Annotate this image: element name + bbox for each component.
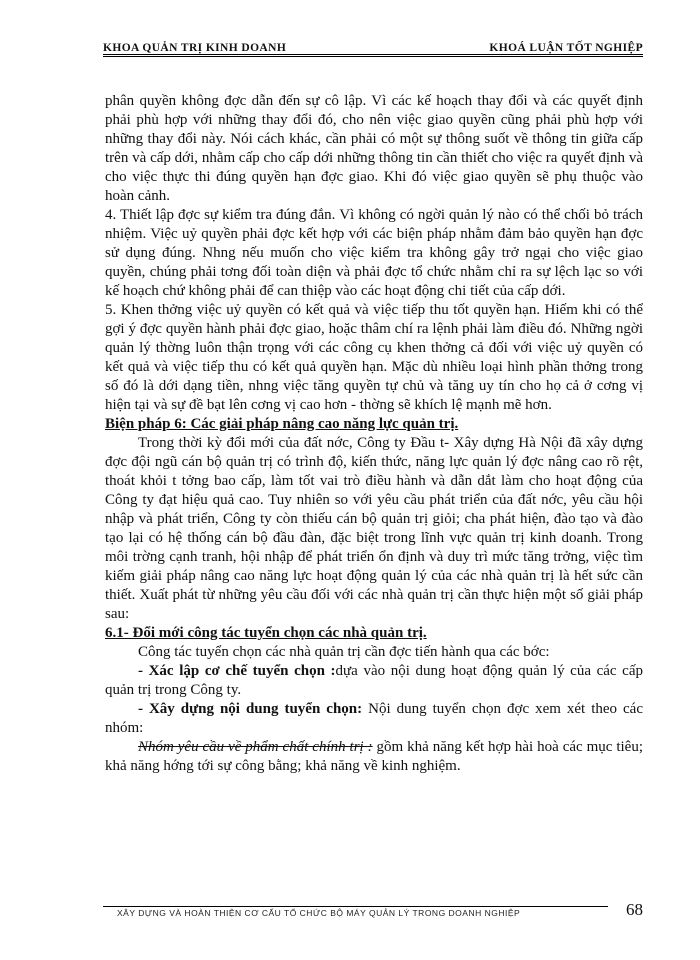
header-faculty: KHOA QUẢN TRỊ KINH DOANH	[103, 42, 287, 54]
paragraph-political	[105, 738, 643, 776]
political-text: gồm khả năng kết hợp hài hoà các mục tiêu; khả năng hớng tới sự công bằng; khả năng về kinh nghiệm.	[105, 739, 643, 774]
page-number: 68	[626, 900, 643, 919]
paragraph-1: phân quyền không đợc dẫn đến sự cô lập. Vì các kế hoạch thay đổi và các quyết định phải phù hợp với những thay đổi đó, cho nên việc giao quyền cũng phải phù hợp với những thay đổi này. Nói cách khác, cần phải có một sự thông suốt về thông tin giữa cấp trên và cấp dới, nhằm cấp cho cấp dới những thông tin cần thiết cho việc ra quyết định và cho việc thực thi đúng quyền hạn đợc giao. Khi đó việc giao quyền sẽ phụ thuộc vào hoàn cảnh.	[105, 93, 643, 204]
political-label: Nhóm yêu cầu về phẩm chất chính trị :	[138, 739, 373, 755]
page-header	[103, 30, 643, 52]
header-thesis: KHOÁ LUẬN TỐT NGHIỆP	[489, 42, 643, 54]
paragraph-mechanism	[105, 662, 643, 700]
paragraph-intro-6: Trong thời kỳ đổi mới của đất nớc, Công ty Đầu t- Xây dựng Hà Nội đã xây dựng đợc đội ngũ cán bộ quản trị có trình độ, kiến thức, năng lực quản lý đợc nâng cao rõ rệt, thoát khỏi t tởng bao cấp, làm tốt vai trò điều hành và dẫn dắt làm cho hoạt động của Công ty đạt hiệu quả cao. Tuy nhiên so với yêu cầu phát triển của đất nớc, yêu cầu hội nhập và phát triển, Công ty còn thiếu cán bộ quản trị giỏi; cha phát hiện, đào tạo và đào tạo lại có hệ thống cán bộ đầu đàn, đặc biệt trong lĩnh vực quản trị kinh doanh. Trong môi trờng cạnh tranh, hội nhập để phát triển ổn định và duy trì mức tăng trởng, việc tìm kiếm giải pháp nâng cao năng lực hoạt động quản lý của các nhà quản trị là hết sức cần thiết. Xuất phát từ những yêu cầu đối với các nhà quản trị cần thực hiện một số giải pháp sau:	[105, 435, 643, 622]
subsection-heading-6-1: 6.1- Đổi mới công tác tuyển chọn các nhà quản trị.	[105, 625, 427, 641]
section-heading-6: Biện pháp 6: Các giải pháp nâng cao năng lực quản trị.	[105, 416, 459, 432]
content-text: Nội dung tuyển chọn đợc xem xét theo các nhóm:	[105, 701, 643, 736]
header-rule	[103, 54, 643, 55]
page-footer	[103, 898, 643, 938]
paragraph-content	[105, 700, 643, 738]
content-label: - Xây dựng nội dung tuyển chọn:	[138, 701, 363, 717]
footer-title: XÂY DỰNG VÀ HOÀN THIỆN CƠ CẤU TỔ CHỨC BỘ MÁY QUẢN LÝ TRONG DOANH NGHIỆP	[117, 908, 521, 918]
mechanism-label: - Xác lập cơ chế tuyển chọn :	[138, 663, 336, 679]
paragraph-item-4: 4. Thiết lập đợc sự kiểm tra đúng đắn. Vì không có ngời quản lý nào có thể chối bỏ trách nhiệm. Việc uỷ quyền phải đợc kết hợp với các biện pháp nhằm đảm bảo quyền hạn đợc sử dụng đúng. Nhng nếu muốn cho việc kiểm tra không gây trở ngại cho việc giao quyền, chúng phải tơng đối toàn diện và phải đợc tổ chức nhằm chỉ ra sự lệch lạc so với kế hoạch chứ không phải để can thiệp vào các hoạt động chi tiết của cấp dới.	[105, 207, 643, 299]
paragraph-item-5: 5. Khen thởng việc uỷ quyền có kết quả và việc tiếp thu tốt quyền hạn. Hiếm khi có thể gợi ý đợc quyền hành phải đợc giao, hoặc thâm chí ra lệnh phải làm điều đó. Những ngời quản lý thờng luôn thận trọng với các công cụ khen thởng cả đối với việc uỷ quyền có kết quả và việc tiếp thu có kết quả quyền hạn. Mặc dù nhiều loại hình phần thởng trong số đó là dới dạng tiền, nhng việc tăng quyền tự chủ và tăng uy tín cho họ cả ở cơng vị hiện tại và sự đề bạt lên cơng vị cao hơn - thờng sẽ khích lệ mạnh mẽ hơn.	[105, 302, 643, 413]
header-rule-double	[103, 56, 643, 57]
page-body	[105, 92, 643, 776]
footer-rule	[103, 906, 608, 907]
mechanism-text: dựa vào nội dung hoạt động quản lý của các cấp quản trị trong Công ty.	[105, 663, 643, 698]
paragraph-steps: Công tác tuyển chọn các nhà quản trị cần đợc tiến hành qua các bớc:	[138, 644, 550, 660]
